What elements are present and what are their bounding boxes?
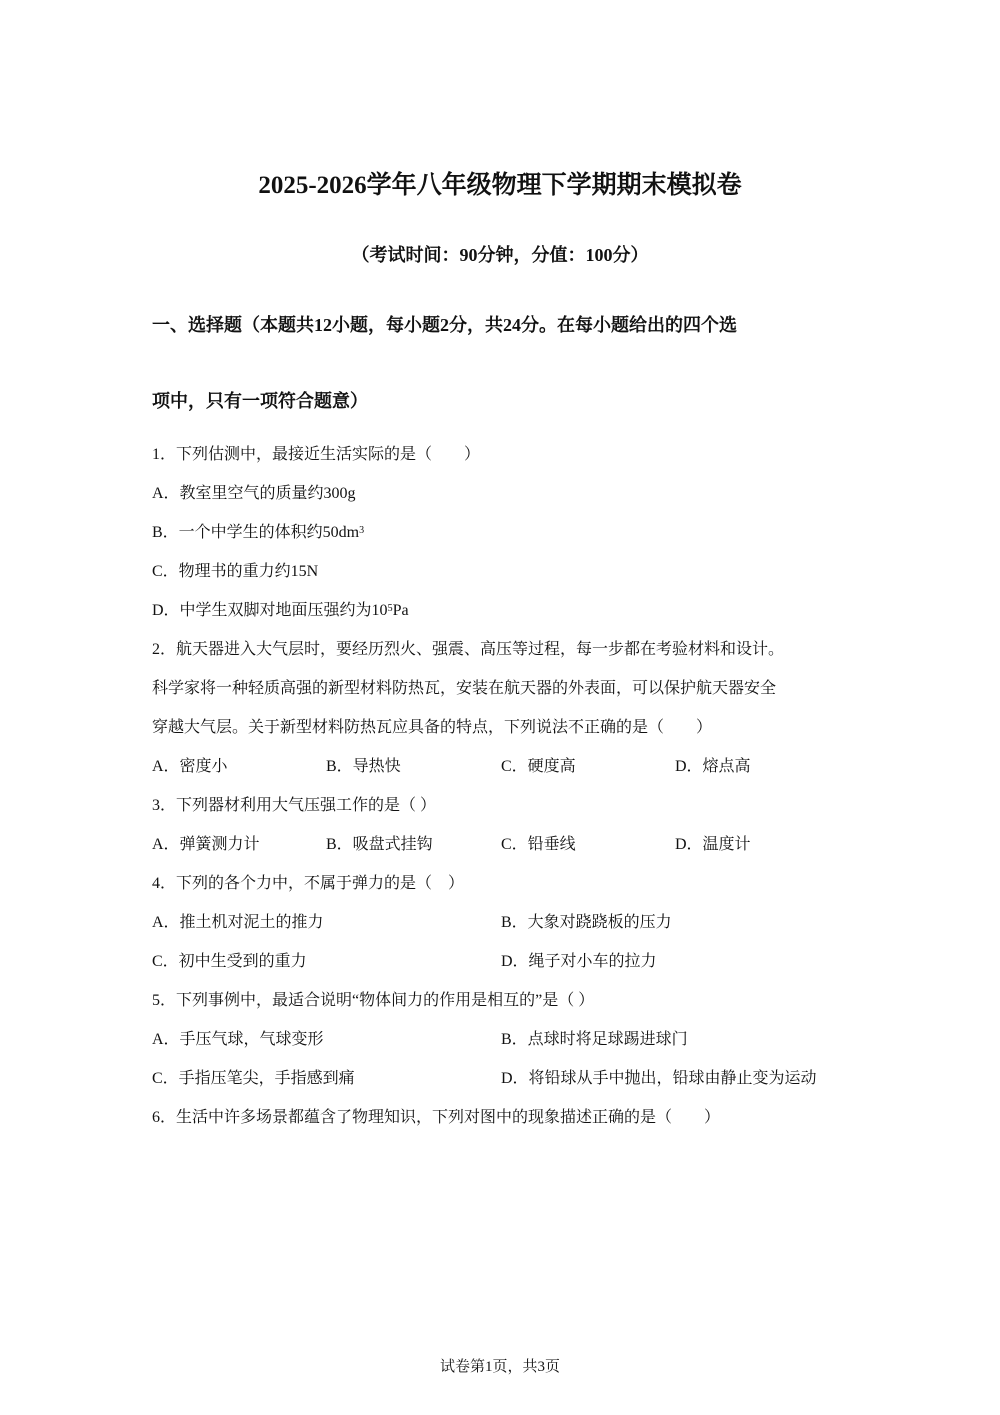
question-2-option-c: C．硬度高: [501, 758, 576, 775]
question-5-option-d: D．将铅球从手中抛出，铅球由静止变为运动: [501, 1070, 817, 1087]
question-3-option-d: D．温度计: [675, 836, 751, 853]
question-2-stem-line2: 科学家将一种轻质高强的新型材料防热瓦，安装在航天器的外表面，可以保护航天器安全: [152, 680, 777, 697]
section-heading-line2: 项中，只有一项符合题意）: [152, 391, 368, 411]
question-4-option-d: D．绳子对小车的拉力: [501, 953, 657, 970]
option-b-exponent: 3: [359, 525, 365, 536]
option-b-text: B．一个中学生的体积约50dm: [152, 524, 360, 541]
question-4-option-c: C．初中生受到的重力: [152, 953, 307, 970]
question-3-option-c: C．铅垂线: [501, 836, 576, 853]
question-4-option-a: A．推土机对泥土的推力: [152, 914, 324, 931]
page-footer: 试卷第1页，共3页: [439, 1359, 560, 1375]
exam-info: （考试时间：90分钟，分值：100分）: [351, 245, 649, 265]
section-heading-line1: 一、选择题（本题共12小题，每小题2分，共24分。在每小题给出的四个选: [152, 315, 737, 335]
question-4-stem: 4．下列的各个力中，不属于弹力的是（ ）: [152, 875, 465, 892]
option-d-exponent: 5: [387, 603, 393, 614]
question-5-option-b: B．点球时将足球踢进球门: [501, 1031, 688, 1048]
question-4-option-b: B．大象对跷跷板的压力: [501, 914, 672, 931]
question-3-option-b: B．吸盘式挂钩: [326, 836, 433, 853]
question-1-option-c: C．物理书的重力约15N: [152, 563, 319, 580]
question-1-stem: 1．下列估测中，最接近生活实际的是（ ）: [152, 446, 481, 463]
question-5-option-a: A．手压气球，气球变形: [152, 1031, 324, 1048]
question-2-stem-line1: 2．航天器进入大气层时，要经历烈火、强震、高压等过程，每一步都在考验材料和设计。: [152, 641, 785, 658]
question-3-stem: 3．下列器材利用大气压强工作的是（ ）: [152, 797, 437, 814]
question-2-stem-line3: 穿越大气层。关于新型材料防热瓦应具备的特点，下列说法不正确的是（ ）: [152, 719, 713, 736]
question-2-option-d: D．熔点高: [675, 758, 751, 775]
question-2-option-b: B．导热快: [326, 758, 401, 775]
question-6-stem: 6．生活中许多场景都蕴含了物理知识，下列对图中的现象描述正确的是（ ）: [152, 1109, 721, 1126]
question-1-option-d: [152, 599, 409, 623]
option-d-text: D．中学生双脚对地面压强约为10: [152, 602, 388, 619]
page-title: 2025-2026学年八年级物理下学期期末模拟卷: [258, 172, 742, 199]
option-d-unit: Pa: [392, 602, 409, 619]
question-2-option-a: A．密度小: [152, 758, 228, 775]
question-5-option-c: C．手指压笔尖，手指感到痛: [152, 1070, 355, 1087]
question-3-option-a: A．弹簧测力计: [152, 836, 260, 853]
question-1-option-a: A．教室里空气的质量约300g: [152, 485, 356, 502]
question-5-stem: 5．下列事例中，最适合说明“物体间力的作用是相互的”是（ ）: [152, 992, 595, 1009]
question-1-option-b: [152, 521, 364, 545]
